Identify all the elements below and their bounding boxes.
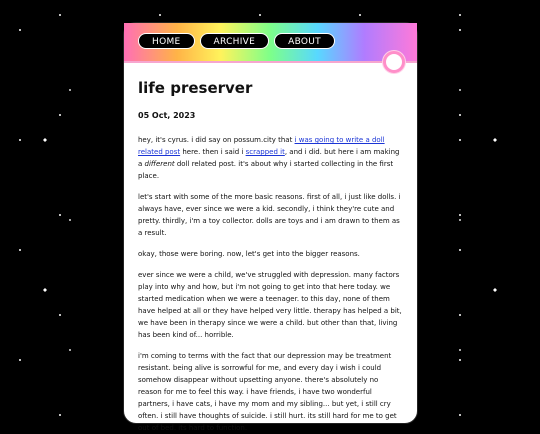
paragraph-1-emphasis: different xyxy=(144,160,175,168)
paragraph-1-text-c: , and i did. but here i am making a xyxy=(138,148,400,168)
post-content xyxy=(124,63,417,434)
paragraph-1-text-d: doll related post. it's about why i started collecting in the first place. xyxy=(138,160,394,180)
nav-home-button[interactable]: HOME xyxy=(138,33,195,49)
paragraph-2: let's start with some of the more basic reasons. first of all, i just like dolls. i always have, ever since we were a kid. secondly, i think they're cute and pretty. thirdly, i'm a toy collector. dolls are toys and i am drawn to them as a result. xyxy=(138,193,401,237)
post-date: 05 Oct, 2023 xyxy=(138,111,196,120)
paragraph-4: ever since we were a child, we've struggled with depression. many factors play into why and how, but i'm not going to get into that here today. we started medication when we were a teenager. to this day, none of them have helped at all or they have helped very little. therapy has helped a bit, we have been in therapy since we were a child. but other than that, living has been kind of... horrible. xyxy=(138,271,402,339)
scrapped-it-link[interactable]: scrapped it xyxy=(245,148,285,156)
nav-about-button[interactable]: ABOUT xyxy=(274,33,335,49)
paragraph-1-text-a: hey, it's cyrus. i did say on possum.city that xyxy=(138,136,295,144)
nav-archive-button[interactable]: ARCHIVE xyxy=(200,33,270,49)
post-title: life preserver xyxy=(138,79,253,97)
paragraph-1-text-b: here. then i said i xyxy=(180,148,246,156)
doll-post-link[interactable]: i was going to write a doll related post xyxy=(138,136,385,156)
paragraph-5: i'm coming to terms with the fact that our depression may be treatment resistant. being alive is sorrowful for me, and every day i wish i could somehow disappear without upsetting anyone. there's absolutely no reason for me to feel this way. i have friends, i have two wonderful partners, i have cats, i have my mom and my sibling... but yet, i still cry often. i still have thoughts of suicide. i still hurt. its still hard for me to get out of bed. its hard to function. xyxy=(138,352,397,432)
paragraph-3: okay, those were boring. now, let's get into the bigger reasons. xyxy=(138,250,360,258)
rainbow-header-bar xyxy=(124,23,417,63)
circle-ornament-icon xyxy=(383,51,405,73)
post-card xyxy=(123,22,418,432)
paragraph-1 xyxy=(138,134,404,182)
main-nav xyxy=(138,33,335,49)
